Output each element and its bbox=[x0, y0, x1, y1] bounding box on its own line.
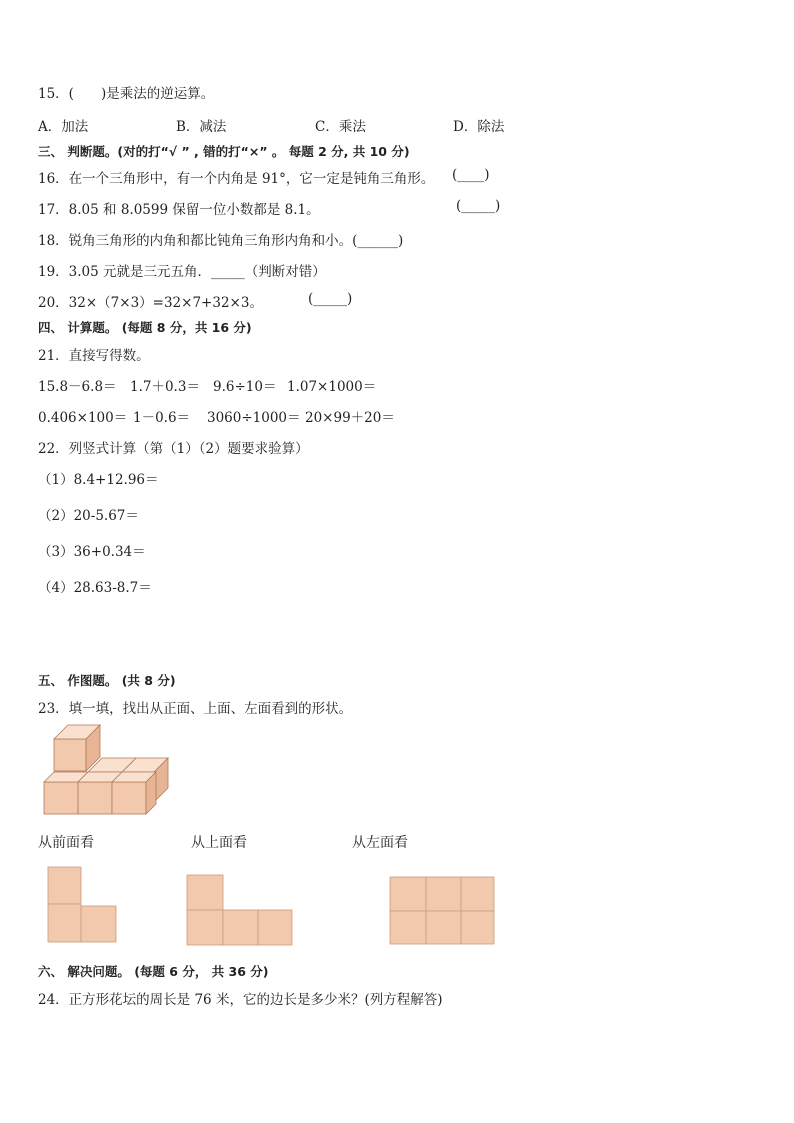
section-5-title: 五、 作图题。 (共 8 分) bbox=[38, 673, 176, 688]
q21-item: 3060÷1000＝ bbox=[207, 410, 301, 426]
section-4-title: 四、 计算题。 (每题 8 分，共 16 分) bbox=[38, 320, 252, 335]
q18-text: 18．锐角三角形的内角和都比钝角三角形内角和小。(______) bbox=[38, 233, 404, 249]
q17-text: 17．8.05 和 8.0599 保留一位小数都是 8.1。 bbox=[38, 202, 320, 218]
q22-item-3: （3）36+0.34＝ bbox=[38, 544, 146, 560]
left-view-shape bbox=[389, 876, 496, 946]
section-3-title: 三、 判断题。(对的打“√ ” , 错的打“×” 。 每题 2 分, 共 10 分) bbox=[38, 144, 410, 159]
q15-option-d[interactable]: D．除法 bbox=[453, 119, 505, 135]
q22-item-2: （2）20-5.67＝ bbox=[38, 508, 139, 524]
q21-stem: 21．直接写得数。 bbox=[38, 348, 150, 364]
q21-item: 0.406×100＝ bbox=[38, 410, 128, 426]
q15-stem: 15．( )是乘法的逆运算。 bbox=[38, 86, 215, 102]
q22-stem: 22．列竖式计算（第（1）（2）题要求验算） bbox=[38, 441, 309, 457]
q22-item-4: （4）28.63-8.7＝ bbox=[38, 580, 152, 596]
q15-option-a[interactable]: A．加法 bbox=[38, 119, 89, 135]
section-6-title: 六、 解决问题。 (每题 6 分， 共 36 分) bbox=[38, 964, 269, 979]
q19-text: 19．3.05 元就是三元五角．_____（判断对错） bbox=[38, 264, 326, 280]
top-view-label: 从上面看 bbox=[191, 835, 247, 851]
q20-text: 20．32×（7×3）=32×7+32×3。 bbox=[38, 295, 263, 311]
q23-stem: 23．填一填，找出从正面、上面、左面看到的形状。 bbox=[38, 701, 353, 717]
front-view-label: 从前面看 bbox=[38, 835, 94, 851]
q22-item-1: （1）8.4+12.96＝ bbox=[38, 472, 159, 488]
q21-item: 1－0.6＝ bbox=[133, 410, 191, 426]
q15-option-b[interactable]: B．减法 bbox=[176, 119, 227, 135]
q20-answer-blank[interactable]: (_____) bbox=[308, 291, 353, 307]
q21-item: 1.7＋0.3＝ bbox=[130, 379, 200, 395]
cube-top bbox=[54, 725, 100, 771]
cube-front-3 bbox=[112, 772, 156, 814]
q21-item: 9.6÷10＝ bbox=[213, 379, 277, 395]
q16-answer-blank[interactable]: (____) bbox=[452, 167, 490, 183]
top-view-shape bbox=[186, 874, 294, 946]
q21-item: 1.07×1000＝ bbox=[287, 379, 377, 395]
front-view-shape bbox=[47, 866, 117, 944]
q21-item: 20×99＋20＝ bbox=[305, 410, 395, 426]
q24-text: 24．正方形花坛的周长是 76 米，它的边长是多少米？(列方程解答) bbox=[38, 992, 443, 1008]
q15-option-c[interactable]: C．乘法 bbox=[315, 119, 366, 135]
q16-text: 16．在一个三角形中，有一个内角是 91°，它一定是钝角三角形。 bbox=[38, 171, 435, 187]
q21-item: 15.8－6.8＝ bbox=[38, 379, 117, 395]
q17-answer-blank[interactable]: (_____) bbox=[456, 198, 501, 214]
left-view-label: 从左面看 bbox=[352, 835, 408, 851]
cube-stack-figure bbox=[40, 725, 175, 820]
